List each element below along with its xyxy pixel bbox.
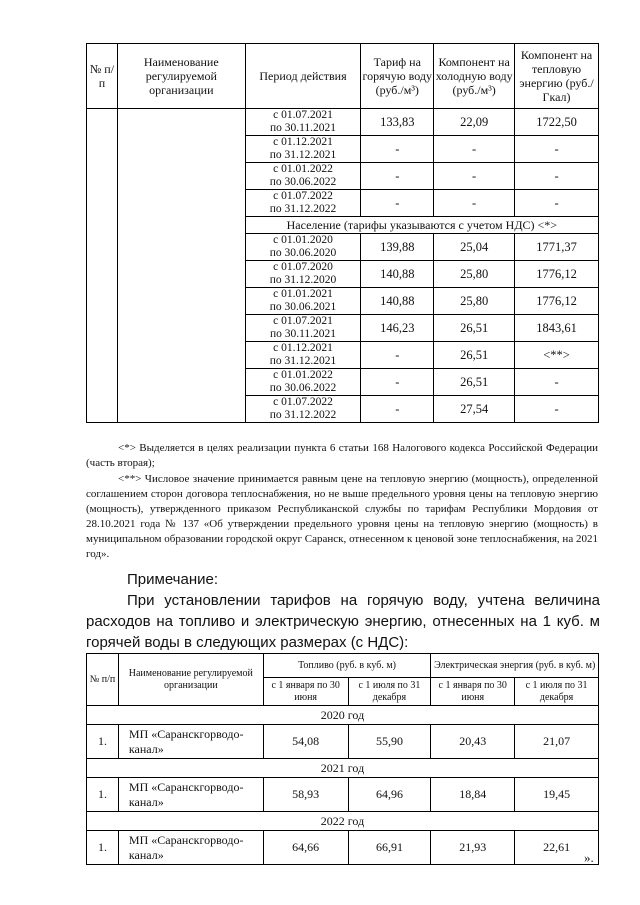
header2-electric: Электрическая энергия (руб. в куб. м) bbox=[431, 654, 599, 678]
tariff-table bbox=[86, 43, 599, 423]
footnote-2: <**> Числовое значение принимается равным цене на тепловую энергию (мощность), определенной соглашением сторон договора теплоснабжения, но не выше предельного уровня цены на тепловую энергию (мощность), утвержденного приказом Республиканской службы по тарифам Республики Мордовия от 28.10.2021 года № 137 «Об утверждении предельного уровня цены на тепловую энергию (мощность) в муниципальном образовании городской округ Саранск, отнесенном к ценовой зоне теплоснабжения, на 2021 год». bbox=[86, 473, 598, 560]
period-cell bbox=[245, 342, 361, 369]
table-row bbox=[87, 109, 599, 136]
value-f1: 64,66 bbox=[263, 831, 348, 865]
value-cold: - bbox=[434, 190, 515, 217]
header-hot-tariff: Тариф на горячую воду (руб./м³) bbox=[361, 44, 434, 109]
value-heat: <**> bbox=[515, 342, 599, 369]
value-e2: 19,45 bbox=[515, 778, 599, 812]
value-heat: 1722,50 bbox=[515, 109, 599, 136]
header-period: Период действия bbox=[245, 44, 361, 109]
period-cell bbox=[245, 136, 361, 163]
value-heat: - bbox=[515, 396, 599, 423]
value-f2: 55,90 bbox=[348, 725, 431, 759]
value-cold: 25,80 bbox=[434, 288, 515, 315]
cell-org bbox=[118, 831, 263, 865]
period-end: по 30.11.2021 bbox=[269, 122, 337, 134]
period-cell bbox=[245, 163, 361, 190]
value-heat: 1843,61 bbox=[515, 315, 599, 342]
header2-elec-jul: с 1 июля по 31 декабря bbox=[515, 678, 599, 706]
value-e2: 22,61 bbox=[515, 831, 599, 865]
year-label: 2022 год bbox=[87, 812, 599, 831]
period-cell bbox=[245, 396, 361, 423]
year-label: 2020 год bbox=[87, 706, 599, 725]
period-end: по 30.06.2021 bbox=[269, 301, 337, 313]
period-cell bbox=[245, 261, 361, 288]
header-cold-component: Компонент на холодную воду (руб./м³) bbox=[434, 44, 515, 109]
period-end: по 30.06.2020 bbox=[269, 247, 337, 259]
year-row bbox=[87, 706, 599, 725]
value-heat: 1771,37 bbox=[515, 234, 599, 261]
cell-org bbox=[118, 778, 263, 812]
org-line-2: канал» bbox=[128, 794, 164, 809]
note-body: При установлении тарифов на горячую воду, учтена величина расходов на топливо и электрическую энергию, отнесенных на 1 куб. м горячей воды в следующих размерах (с НДС): bbox=[86, 592, 600, 651]
org-line-1: МП «Саранскгорводо- bbox=[128, 779, 244, 794]
value-hot: - bbox=[361, 369, 434, 396]
value-hot: - bbox=[361, 190, 434, 217]
period-start: с 01.07.2022 bbox=[273, 190, 333, 202]
value-heat: - bbox=[515, 163, 599, 190]
value-hot: 133,83 bbox=[361, 109, 434, 136]
value-heat: - bbox=[515, 190, 599, 217]
org-line-1: МП «Саранскгорводо- bbox=[128, 726, 244, 741]
period-end: по 31.12.2021 bbox=[269, 355, 337, 367]
value-heat: 1776,12 bbox=[515, 261, 599, 288]
period-start: с 01.01.2021 bbox=[273, 288, 333, 300]
value-cold: 26,51 bbox=[434, 369, 515, 396]
value-f2: 64,96 bbox=[348, 778, 431, 812]
value-cold: - bbox=[434, 163, 515, 190]
value-cold: 27,54 bbox=[434, 396, 515, 423]
period-start: с 01.01.2022 bbox=[273, 163, 333, 175]
period-end: по 30.06.2022 bbox=[269, 176, 337, 188]
period-cell bbox=[245, 288, 361, 315]
period-start: с 01.07.2021 bbox=[273, 109, 333, 121]
value-cold: 26,51 bbox=[434, 342, 515, 369]
value-cold: 25,04 bbox=[434, 234, 515, 261]
period-start: с 01.12.2021 bbox=[273, 342, 333, 354]
value-e1: 21,93 bbox=[431, 831, 515, 865]
value-heat: - bbox=[515, 369, 599, 396]
closing-quote: ». bbox=[584, 850, 594, 865]
value-cold: 25,80 bbox=[434, 261, 515, 288]
header-org: Наименование регулируемой организации bbox=[117, 44, 245, 109]
note-title: Примечание: bbox=[127, 571, 218, 588]
period-start: с 01.07.2021 bbox=[273, 315, 333, 327]
header2-org: Наименование регулируемой организации bbox=[118, 654, 263, 706]
period-end: по 30.06.2022 bbox=[269, 382, 337, 394]
year-row bbox=[87, 812, 599, 831]
value-e2: 21,07 bbox=[515, 725, 599, 759]
costs-table bbox=[86, 653, 599, 865]
value-hot: 139,88 bbox=[361, 234, 434, 261]
period-start: с 01.01.2020 bbox=[273, 234, 333, 246]
cell-num: 1. bbox=[87, 831, 119, 865]
period-start: с 01.12.2021 bbox=[273, 136, 333, 148]
value-cold: 26,51 bbox=[434, 315, 515, 342]
cell-num bbox=[87, 109, 118, 423]
value-cold: 22,09 bbox=[434, 109, 515, 136]
header-heat-component: Компонент на тепловую энергию (руб./Гкал) bbox=[515, 44, 599, 109]
header2-num: № п/п bbox=[87, 654, 119, 706]
year-label: 2021 год bbox=[87, 759, 599, 778]
year-row bbox=[87, 759, 599, 778]
period-start: с 01.07.2022 bbox=[273, 396, 333, 408]
table-row bbox=[87, 778, 599, 812]
period-cell bbox=[245, 109, 361, 136]
period-end: по 30.11.2021 bbox=[269, 328, 337, 340]
footnote-1: <*> Выделяется в целях реализации пункта 6 статьи 168 Налогового кодекса Российской Федерации (часть вторая); bbox=[86, 442, 598, 469]
value-hot: - bbox=[361, 136, 434, 163]
header2-fuel-jan: с 1 января по 30 июня bbox=[263, 678, 348, 706]
value-f2: 66,91 bbox=[348, 831, 431, 865]
value-heat: - bbox=[515, 136, 599, 163]
header2-elec-jan: с 1 января по 30 июня bbox=[431, 678, 515, 706]
table-row bbox=[87, 831, 599, 865]
period-cell bbox=[245, 234, 361, 261]
table-row bbox=[87, 725, 599, 759]
org-line-1: МП «Саранскгорводо- bbox=[128, 832, 244, 847]
header2-fuel: Топливо (руб. в куб. м) bbox=[263, 654, 431, 678]
period-end: по 31.12.2022 bbox=[269, 409, 337, 421]
period-start: с 01.07.2020 bbox=[273, 261, 333, 273]
period-end: по 31.12.2022 bbox=[269, 203, 337, 215]
period-cell bbox=[245, 315, 361, 342]
value-hot: 140,88 bbox=[361, 288, 434, 315]
cell-org bbox=[117, 109, 245, 423]
header-num: № п/п bbox=[87, 44, 118, 109]
value-hot: 146,23 bbox=[361, 315, 434, 342]
header2-fuel-jul: с 1 июля по 31 декабря bbox=[348, 678, 431, 706]
population-label: Население (тарифы указываются с учетом НДС) <*> bbox=[245, 217, 598, 234]
value-e1: 18,84 bbox=[431, 778, 515, 812]
value-hot: - bbox=[361, 163, 434, 190]
period-end: по 31.12.2020 bbox=[269, 274, 337, 286]
period-cell bbox=[245, 190, 361, 217]
value-cold: - bbox=[434, 136, 515, 163]
value-hot: - bbox=[361, 342, 434, 369]
cell-num: 1. bbox=[87, 778, 119, 812]
org-line-2: канал» bbox=[128, 741, 164, 756]
period-start: с 01.01.2022 bbox=[273, 369, 333, 381]
org-line-2: канал» bbox=[128, 847, 164, 862]
value-hot: 140,88 bbox=[361, 261, 434, 288]
value-hot: - bbox=[361, 396, 434, 423]
cell-num: 1. bbox=[87, 725, 119, 759]
value-e1: 20,43 bbox=[431, 725, 515, 759]
period-end: по 31.12.2021 bbox=[269, 149, 337, 161]
value-heat: 1776,12 bbox=[515, 288, 599, 315]
period-cell bbox=[245, 369, 361, 396]
value-f1: 54,08 bbox=[263, 725, 348, 759]
value-f1: 58,93 bbox=[263, 778, 348, 812]
cell-org bbox=[118, 725, 263, 759]
